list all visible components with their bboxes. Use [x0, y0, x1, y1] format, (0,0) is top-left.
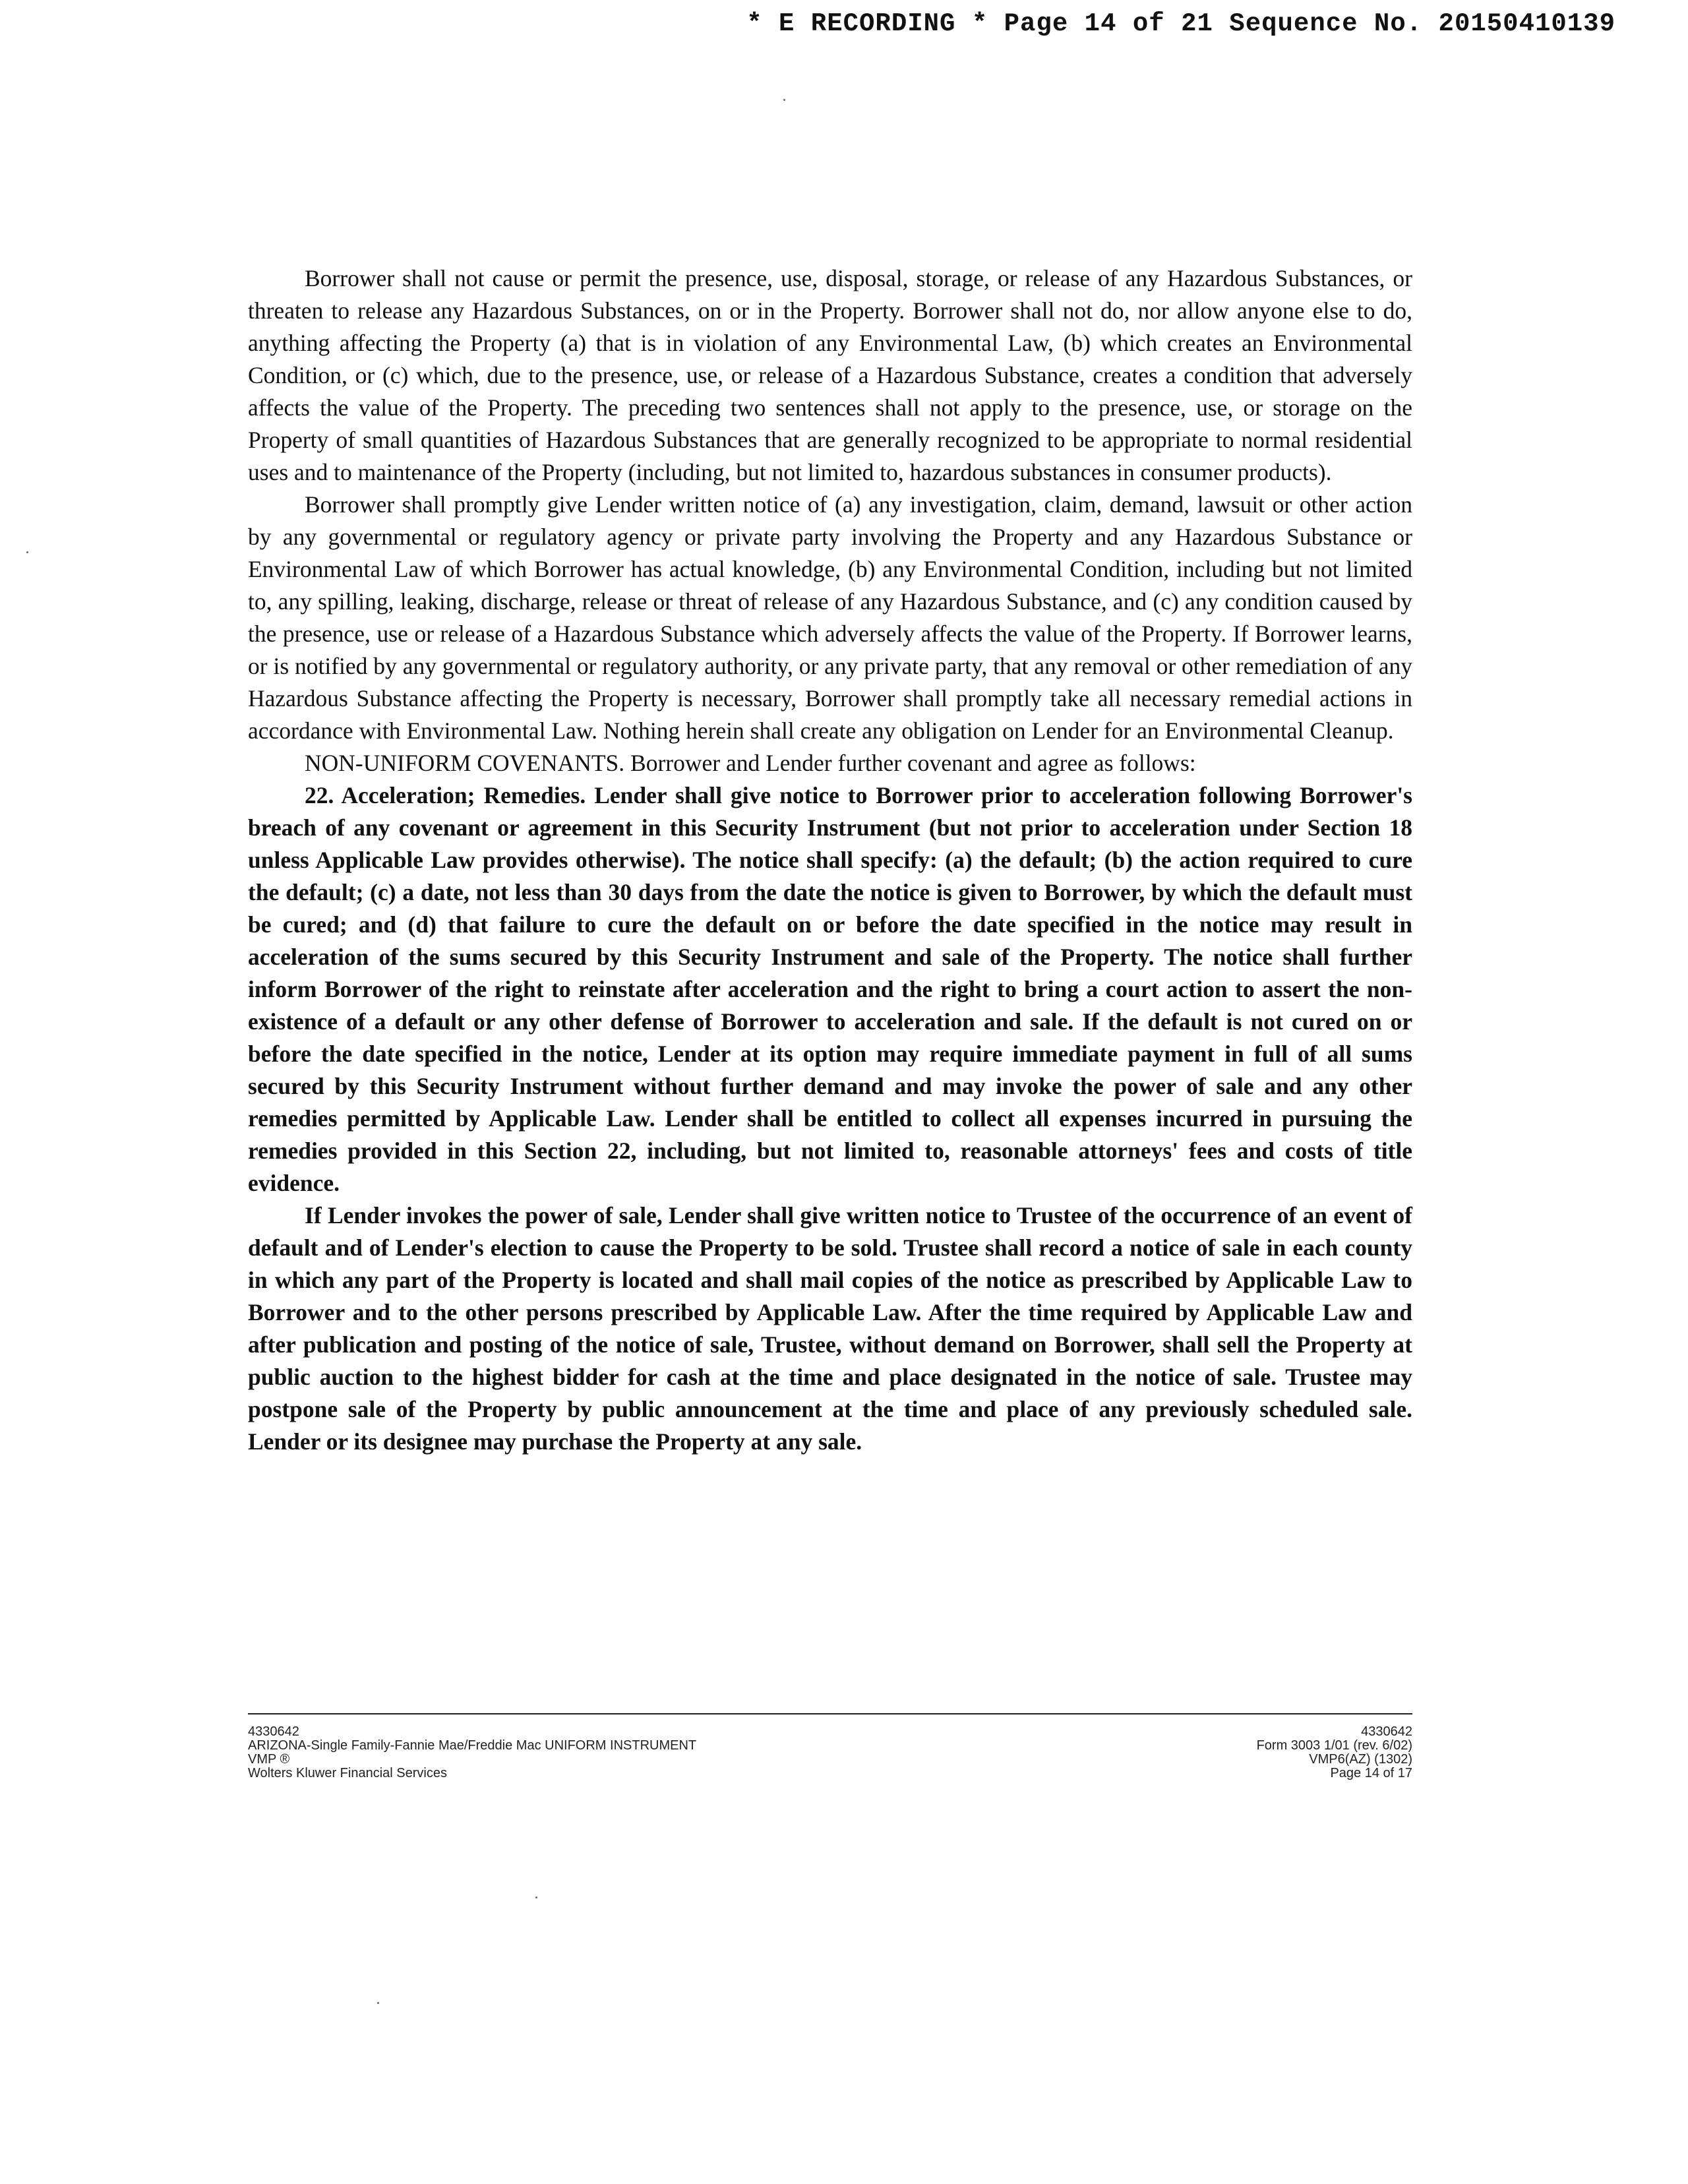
- footer-form-number: Form 3003 1/01 (rev. 6/02): [1256, 1738, 1412, 1753]
- footer-vmp: VMP ®: [248, 1752, 290, 1767]
- footer-loan-number-right: 4330642: [1361, 1724, 1412, 1739]
- footer-loan-number: 4330642: [248, 1724, 299, 1739]
- footer-form-title: ARIZONA-Single Family-Fannie Mae/Freddie Mac UNIFORM INSTRUMENT: [248, 1738, 697, 1753]
- notice-paragraph: Borrower shall promptly give Lender written notice of (a) any investigation, claim, demand, lawsuit or other action by any governmental or regulatory agency or private party involving the Property and any Hazardous Substance or Environmental Law of which Borrower has actual knowledge, (b) any Environmental Condition, including but not limited to, any spilling, leaking, discharge, release or threat of release of any Hazardous Substance, and (c) any condition caused by the presence, use or release of a Hazardous Substance which adversely affects the value of the Property. If Borrower learns, or is notified by any governmental or regulatory authority, or any private party, that any removal or other remediation of any Hazardous Substance affecting the Property is necessary, Borrower shall promptly take all necessary remedial actions in accordance with Environmental Law. Nothing herein shall create any obligation on Lender for an Environmental Cleanup.: [248, 491, 1412, 744]
- document-body: [248, 262, 1412, 1458]
- recording-header: * E RECORDING * Page 14 of 21 Sequence No. 20150410139: [746, 9, 1615, 38]
- power-of-sale-paragraph: If Lender invokes the power of sale, Lender shall give written notice to Trustee of the occurrence of an event of default and of Lender's election to cause the Property to be sold. Trustee shall record a notice of sale in each county in which any part of the Property is located and shall mail copies of the notice as prescribed by Applicable Law to Borrower and to the other persons prescribed by Applicable Law. After the time required by Applicable Law and after publication and posting of the notice of sale, Trustee, without demand on Borrower, shall sell the Property at public auction to the highest bidder for cash at the time and place designated in the notice of sale. Trustee may postpone sale of the Property by public announcement at the time and place of any previously scheduled sale. Lender or its designee may purchase the Property at any sale.: [248, 1202, 1412, 1455]
- hazardous-substances-paragraph: Borrower shall not cause or permit the presence, use, disposal, storage, or release of any Hazardous Substances, or threaten to release any Hazardous Substances, on or in the Property. Borrower shall not do, nor allow anyone else to do, anything affecting the Property (a) that is in violation of any Environmental Law, (b) which creates an Environmental Condition, or (c) which, due to the presence, use, or release of a Hazardous Substance, creates a condition that adversely affects the value of the Property. The preceding two sentences shall not apply to the presence, use, or storage on the Property of small quantities of Hazardous Substances that are generally recognized to be appropriate to normal residential uses and to maintenance of the Property (including, but not limited to, hazardous substances in consumer products).: [248, 265, 1412, 485]
- scan-speck: [377, 2002, 379, 2004]
- footer-page-number: Page 14 of 17: [1330, 1766, 1412, 1780]
- scan-speck: [535, 1896, 537, 1898]
- footer-divider: [248, 1713, 1412, 1714]
- footer-left: [248, 1725, 696, 1780]
- non-uniform-covenants-paragraph: NON-UNIFORM COVENANTS. Borrower and Lender further covenant and agree as follows:: [305, 750, 1196, 776]
- footer-publisher: Wolters Kluwer Financial Services: [248, 1766, 447, 1780]
- scan-speck: [783, 99, 785, 101]
- acceleration-remedies-paragraph: 22. Acceleration; Remedies. Lender shall give notice to Borrower prior to acceleration following Borrower's breach of any covenant or agreement in this Security Instrument (but not prior to acceleration under Section 18 unless Applicable Law provides otherwise). The notice shall specify: (a) the default; (b) the action required to cure the default; (c) a date, not less than 30 days from the date the notice is given to Borrower, by which the default must be cured; and (d) that failure to cure the default on or before the date specified in the notice may result in acceleration of the sums secured by this Security Instrument and sale of the Property. The notice shall further inform Borrower of the right to reinstate after acceleration and the right to bring a court action to assert the non-existence of a default or any other defense of Borrower to acceleration and sale. If the default is not cured on or before the date specified in the notice, Lender at its option may require immediate payment in full of all sums secured by this Security Instrument without further demand and may invoke the power of sale and any other remedies permitted by Applicable Law. Lender shall be entitled to collect all expenses incurred in pursuing the remedies provided in this Section 22, including, but not limited to, reasonable attorneys' fees and costs of title evidence.: [248, 782, 1412, 1196]
- footer-vmp-code: VMP6(AZ) (1302): [1309, 1752, 1412, 1767]
- scan-speck: [26, 551, 28, 553]
- footer-right: [1257, 1725, 1412, 1780]
